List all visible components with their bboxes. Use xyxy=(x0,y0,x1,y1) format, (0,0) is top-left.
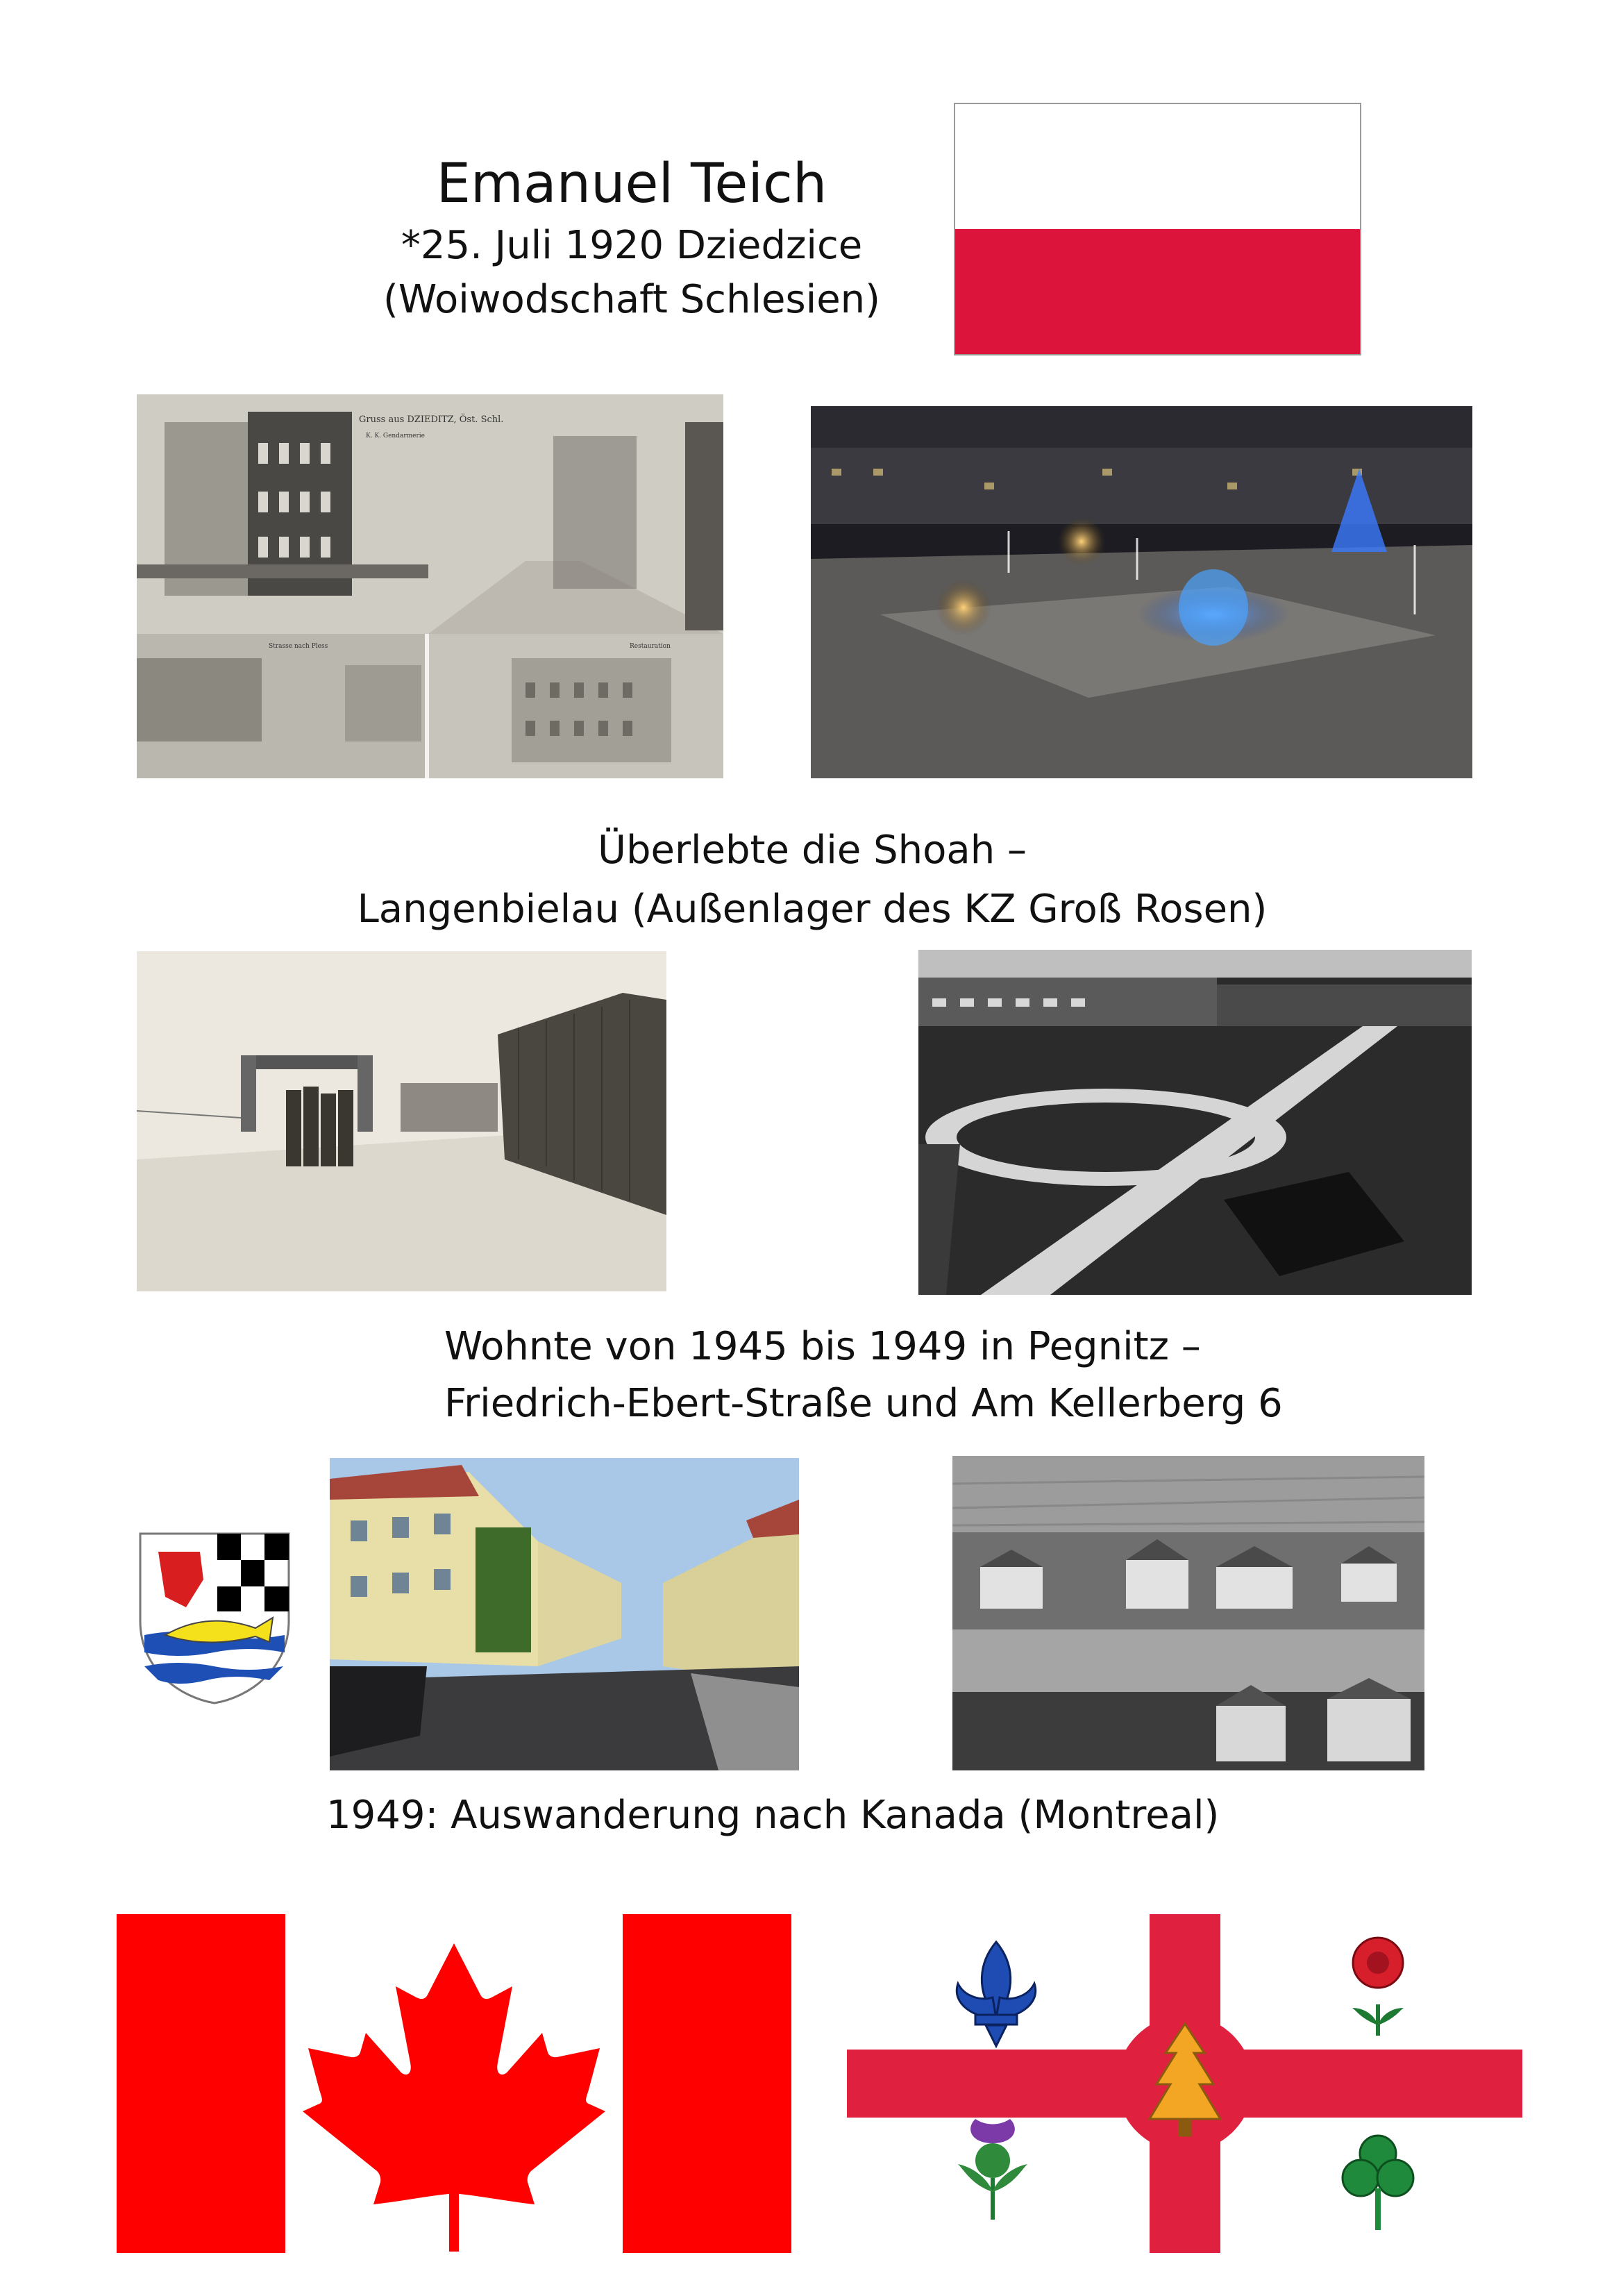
emigration-text: 1949: Auswanderung nach Kanada (Montreal) xyxy=(326,1793,1220,1838)
pegnitz-street-photo xyxy=(330,1458,799,1770)
pegnitz-address-text: Friedrich-Ebert-Straße und Am Kellerberg 6 xyxy=(444,1381,1283,1426)
camp-aerial-photo xyxy=(918,950,1472,1295)
camp-location-text: Langenbielau (Außenlager des KZ Groß Rosen) xyxy=(357,887,1268,932)
birth-region: (Woiwodschaft Schlesien) xyxy=(383,277,880,322)
postcard-building-caption: K. K. Gendarmerie xyxy=(366,433,425,439)
postcard-dziedzice-photo xyxy=(137,394,723,778)
postcard-restaurant-caption: Restauration xyxy=(630,643,671,650)
shoah-survived-text: Überlebte die Shoah – xyxy=(597,828,1027,873)
langenbielau-gate-photo xyxy=(137,951,666,1291)
pegnitz-residence-text: Wohnte von 1945 bis 1949 in Pegnitz – xyxy=(444,1324,1201,1369)
coat-of-arms-pegnitz-icon xyxy=(137,1531,292,1704)
flag-montreal-icon xyxy=(847,1914,1522,2253)
person-name: Emanuel Teich xyxy=(436,153,827,215)
dziedzice-square-night-photo xyxy=(811,406,1472,778)
pegnitz-historic-aerial-photo xyxy=(952,1456,1424,1770)
postcard-street-caption: Strasse nach Pless xyxy=(269,643,328,650)
flag-canada-icon xyxy=(117,1914,791,2253)
flag-poland-icon xyxy=(954,103,1361,355)
postcard-heading: Gruss aus DZIEDITZ, Öst. Schl. xyxy=(359,414,504,425)
birth-info: *25. Juli 1920 Dziedzice xyxy=(401,223,863,268)
